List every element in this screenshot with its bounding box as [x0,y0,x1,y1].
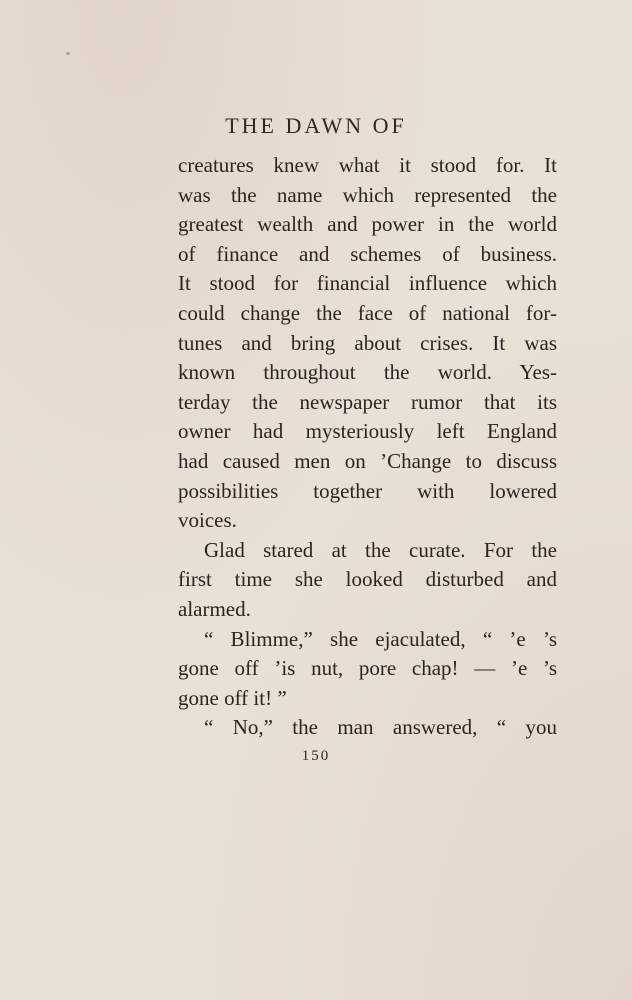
page-number: 150 [301,748,331,764]
text-line: first time she looked disturbed and [178,567,557,592]
text-line: owner had mysteriously left England [178,419,557,444]
text-line: creatures knew what it stood for. It [178,153,557,177]
text-line: “ Blimme,” she ejaculated, “ ’e ’s [204,626,557,651]
body-text [178,151,557,743]
text-line: gone off ’is nut, pore chap! — ’e ’s [178,656,557,681]
text-line: It stood for financial influence which [178,271,557,296]
text-line: had caused men on ’Change to discuss [178,448,557,473]
text-line: gone off it! ” [178,685,287,710]
text-line: voices. [178,508,237,533]
text-line: “ No,” the man answered, “ you [204,715,557,740]
text-line: was the name which represented the [178,182,557,207]
text-line: alarmed. [178,596,251,621]
text-line: tunes and bring about crises. It was [178,330,557,355]
running-head: THE DAWN OF [225,113,407,138]
text-line: of finance and schemes of business. [178,241,557,266]
text-line: known throughout the world. Yes- [178,360,557,385]
text-line: greatest wealth and power in the world [178,212,557,237]
paper-blemish [66,52,70,55]
text-line: possibilities together with lowered [178,478,557,503]
text-line: Glad stared at the curate. For the [204,537,557,562]
text-line: terday the newspaper rumor that its [178,389,557,414]
text-line: could change the face of national for- [178,300,557,325]
